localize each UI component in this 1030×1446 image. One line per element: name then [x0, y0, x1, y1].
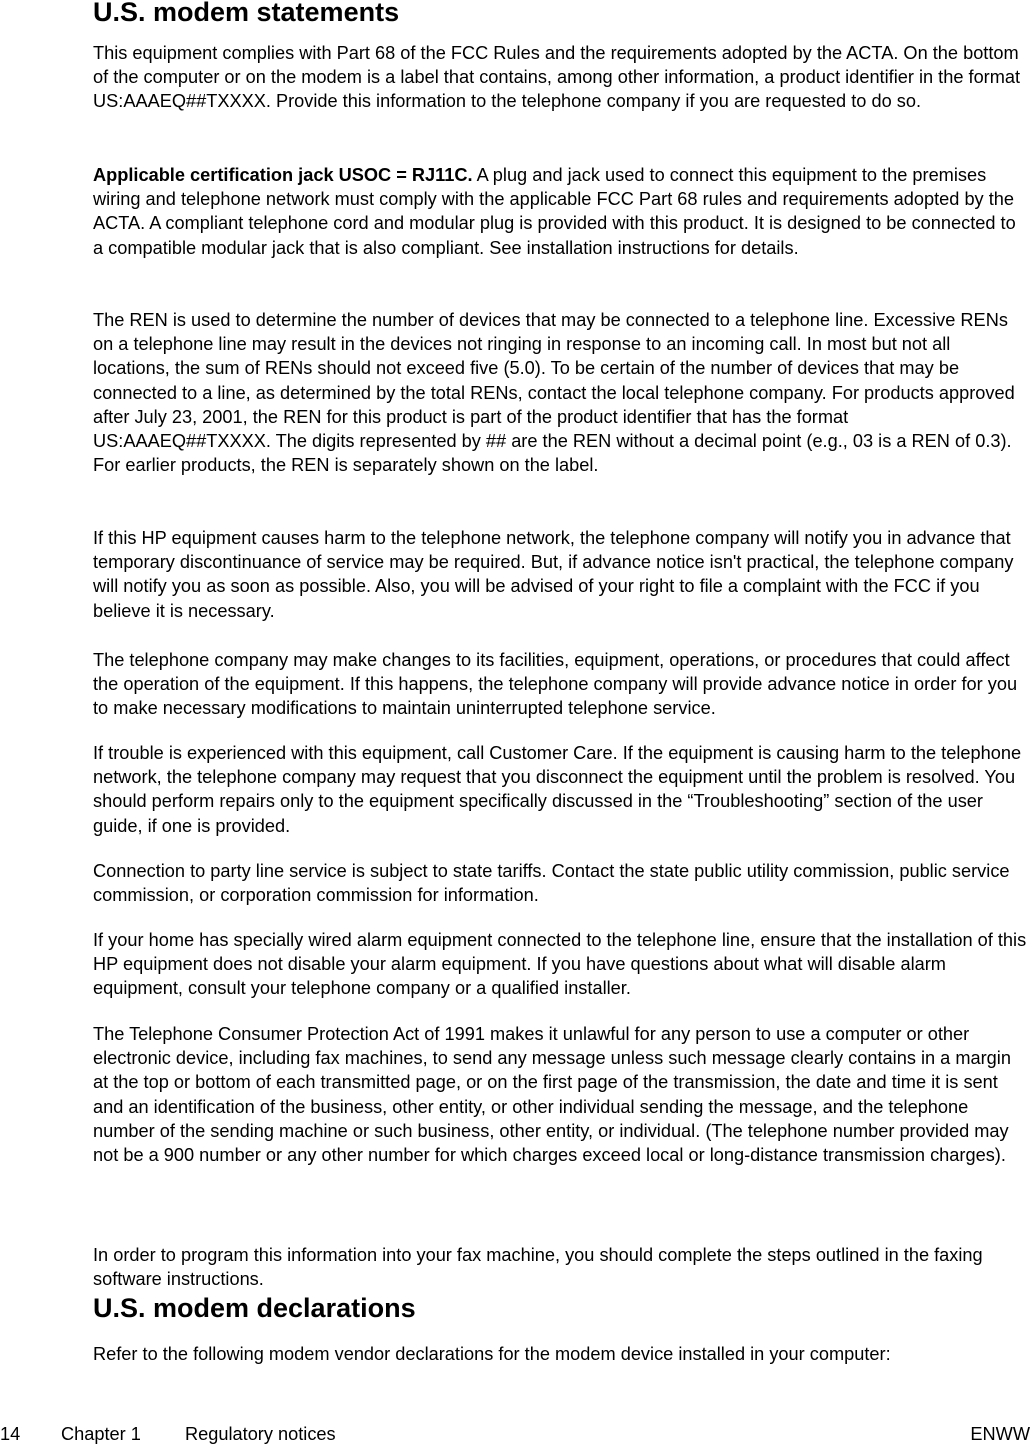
section-heading-modem-declarations: U.S. modem declarations [93, 1293, 416, 1323]
paragraph-trouble: If trouble is experienced with this equipment, call Customer Care. If the equipment is causing harm to the telephone network, the telephone company may request that you disconnect the equipment until the problem is resolved. You should perform repairs only to the equipment specifically discussed in the “Troubleshooting” section of the user guide, if one is provided. [93, 743, 1022, 836]
section-heading-modem-statements: U.S. modem statements [93, 0, 400, 27]
paragraph-vendor-declarations: Refer to the following modem vendor declarations for the modem device installed in your computer: [93, 1344, 891, 1364]
certification-jack-text: A plug and jack used to connect this equipment to the premises wiring and telephone network must comply with the applicable FCC Part 68 rules and requirements adopted by the ACTA. A compliant telephone cord and modular plug is provided with this product. It is designed to be connected to a compatible modular jack that is also compliant. See installation instructions for details. [93, 165, 1016, 258]
paragraph-alarm-equipment: If your home has specially wired alarm equipment connected to the telephone line, ensure that the installation of this HP equipment does not disable your alarm equipment. If you have questions about what will disable alarm equipment, consult your telephone company or a qualified installer. [93, 930, 1027, 999]
paragraph-company-changes: The telephone company may make changes to its facilities, equipment, operations, or procedures that could affect the operation of the equipment. If this happens, the telephone company will provide advance notice in order for you to make necessary modifications to maintain uninterrupted telephone service. [93, 650, 1018, 719]
footer-section-title: Regulatory notices [185, 1424, 336, 1444]
paragraph-fax-programming: In order to program this information into your fax machine, you should complete the steps outlined in the faxing software instructions. [93, 1245, 983, 1290]
footer-document-code: ENWW [970, 1424, 1030, 1444]
paragraph-consumer-protection-act: The Telephone Consumer Protection Act of 1991 makes it unlawful for any person to use a computer or other electronic device, including fax machines, to send any message unless such message clearly contains in a margin at the top or bottom of each transmitted page, or on the first page of the transmission, the date and time it is sent and an identification of the business, other entity, or other individual sending the message, and the telephone number of the sending machine or such business, other entity, or individual. (The telephone number provided may not be a 900 number or any other number for which charges exceed local or long-distance transmission charges). [93, 1024, 1011, 1166]
paragraph-ren: The REN is used to determine the number of devices that may be connected to a telephone line. Excessive RENs on a telephone line may result in the devices not ringing in response to an incoming call. In most but not all locations, the sum of RENs should not exceed five (5.0). To be certain of the number of devices that may be connected to a line, as determined by the total RENs, contact the local telephone company. For products approved after July 23, 2001, the REN for this product is part of the product identifier that has the format US:AAAEQ##TXXXX. The digits represented by ## are the REN without a decimal point (e.g., 03 is a REN of 0.3). For earlier products, the REN is separately shown on the label. [93, 310, 1015, 476]
footer-chapter: Chapter 1 [61, 1424, 141, 1444]
paragraph-certification-jack [93, 163, 1030, 260]
paragraph-harm-to-network: If this HP equipment causes harm to the telephone network, the telephone company will notify you in advance that temporary discontinuance of service may be required. But, if advance notice isn't practical, the telephone company will notify you as soon as possible. Also, you will be advised of your right to file a complaint with the FCC if you believe it is necessary. [93, 528, 1014, 621]
paragraph-party-line: Connection to party line service is subject to state tariffs. Contact the state public utility commission, public service commission, or corporation commission for information. [93, 861, 1010, 906]
paragraph-fcc-compliance: This equipment complies with Part 68 of the FCC Rules and the requirements adopted by the ACTA. On the bottom of the computer or on the modem is a label that contains, among other information, a product identifier in the format US:AAAEQ##TXXXX. Provide this information to the telephone company if you are requested to do so. [93, 43, 1021, 112]
certification-jack-lead: Applicable certification jack USOC = RJ11C. [93, 165, 473, 185]
footer-page-number: 14 [0, 1424, 21, 1444]
